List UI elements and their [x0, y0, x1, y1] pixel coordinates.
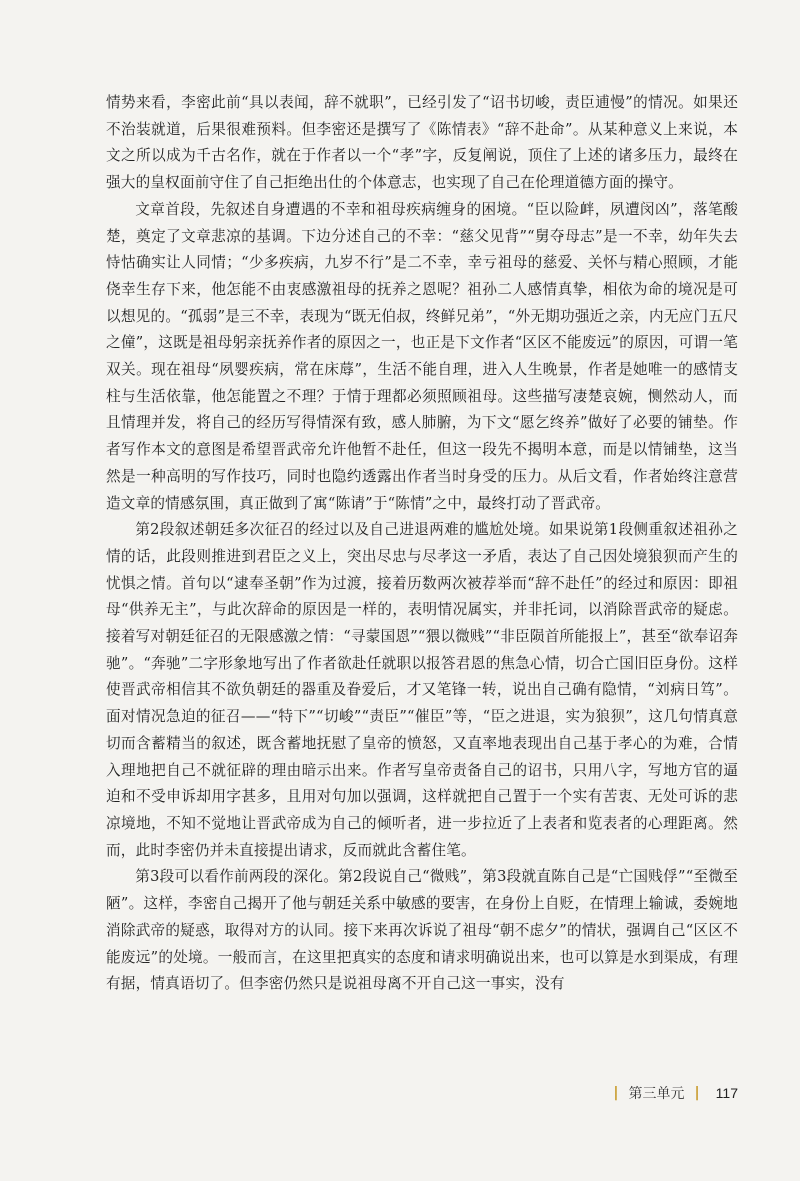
footer-separator-left: |: [613, 1085, 619, 1101]
page-footer: [613, 1083, 738, 1103]
paragraph-4: 第3段可以看作前两段的深化。第2段说自己“微贱”，第3段就直陈自己是“亡国贱俘”“至微至陋”。这样，李密自己揭开了他与朝廷关系中敏感的要害，在身份上自贬，在情理上输诚，委婉地消除武帝的疑惑，取得对方的认同。接下来再次诉说了祖母“朝不虑夕”的情状，强调自己“区区不能废远”的处境。一般而言，在这里把真实的态度和请求明确说出来，也可以算是水到渠成，有理有据，情真语切了。但李密仍然只是说祖母离不开自己这一事实，没有: [106, 868, 738, 993]
paragraph-2: 文章首段，先叙述自身遭遇的不幸和祖母疾病缠身的困境。“臣以险衅，夙遭闵凶”，落笔酸楚，奠定了文章悲凉的基调。下边分述自己的不幸：“慈父见背”“舅夺母志”是一不幸，幼年失去恃怙确实让人同情；“少多疾病，九岁不行”是二不幸，幸亏祖母的慈爱、关怀与精心照顾，才能侥幸生存下来，他怎能不由衷感激祖母的抚养之恩呢？祖孙二人感情真挚，相依为命的境况是可以想见的。“孤弱”是三不幸，表现为“既无伯叔，终鲜兄弟”，“外无期功强近之亲，内无应门五尺之僮”，这既是祖母躬亲抚养作者的原因之一，也正是下文作者“区区不能废远”的原因，可谓一笔双关。现在祖母“夙婴疾病，常在床蓐”，生活不能自理，进入人生晚景，作者是她唯一的感情支柱与生活依靠，他怎能置之不理？于情于理都必须照顾祖母。这些描写凄楚哀婉，恻然动人，而且情理并发，将自己的经历写得情深有致，感人肺腑，为下文“愿乞终养”做好了必要的铺垫。作者写作本文的意图是希望晋武帝允许他暂不赴任，但这一段先不揭明本意，而是以情铺垫，这当然是一种高明的写作技巧，同时也隐约透露出作者当时身受的压力。从后文看，作者始终注意营造文章的情感氛围，真正做到了寓“陈请”于“陈情”之中，最终打动了晋武帝。: [106, 200, 738, 512]
page-number: 117: [715, 1085, 738, 1101]
unit-label: 第三单元: [628, 1086, 685, 1102]
paragraph-3: 第2段叙述朝廷多次征召的经过以及自己进退两难的尴尬处境。如果说第1段侧重叙述祖孙之情的话，此段则推进到君臣之义上，突出尽忠与尽孝这一矛盾，表达了自己因处境狼狈而产生的忧惧之情。首句以“逮奉圣朝”作为过渡，接着历数两次被荐举而“辞不赴任”的经过和原因：即祖母“供养无主”，与此次辞命的原因是一样的，表明情况属实，并非托词，以消除晋武帝的疑虑。接着写对朝廷征召的无限感激之情：“寻蒙国恩”“猥以微贱”“非臣陨首所能报上”，甚至“欲奉诏奔驰”。“奔驰”二字形象地写出了作者欲赴任就职以报答君恩的焦急心情，切合亡国旧臣身份。这样使晋武帝相信其不欲负朝廷的器重及眷爱后，才又笔锋一转，说出自己确有隐情，“刘病日笃”。面对情况急迫的征召——“特下”“切峻”“责臣”“催臣”等，“臣之进退，实为狼狈”，这几句情真意切而含蓄精当的叙述，既含蓄地抚慰了皇帝的愤怒，又直率地表现出自己基于孝心的为难，合情入理地把自己不就征辟的理由暗示出来。作者写皇帝责备自己的诏书，只用八字，写地方官的逼迫和不受申诉却用字甚多，且用对句加以强调，这样就把自己置于一个实有苦衷、无处可诉的悲凉境地，不知不觉地让晋武帝成为自己的倾听者，进一步拉近了上表者和览表者的心理距离。然而，此时李密仍并未直接提出请求，反而就此含蓄住笔。: [106, 521, 738, 859]
body-text: [106, 90, 738, 998]
paragraph-1: 情势来看，李密此前“具以表闻，辞不就职”，已经引发了“诏书切峻，责臣逋慢”的情况。如果还不治装就道，后果很难预料。但李密还是撰写了《陈情表》“辞不赴命”。从某种意义上来说，本文之所以成为千古名作，就在于作者以一个“孝”字，反复阐说，顶住了上述的诸多压力，最终在强大的皇权面前守住了自己拒绝出仕的个体意志，也实现了自己在伦理道德方面的操守。: [106, 94, 738, 192]
footer-separator-right: |: [694, 1085, 700, 1101]
